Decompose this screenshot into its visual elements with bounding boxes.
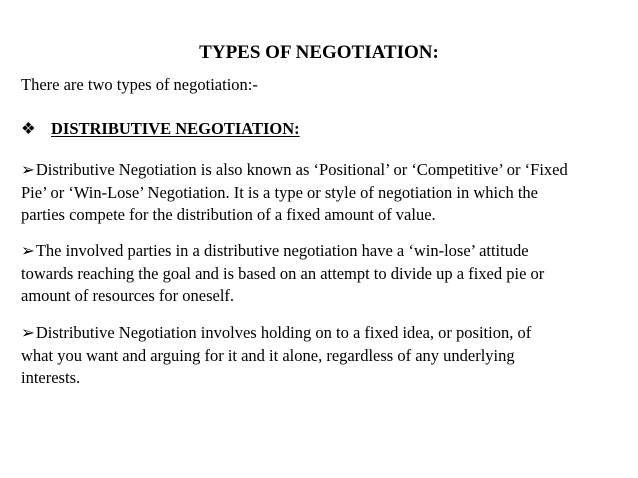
paragraph-line: Pie’ or ‘Win-Lose’ Negotiation. It is a type or style of negotiation in which the: [21, 182, 538, 202]
arrow-bullet-icon: ➢: [21, 323, 35, 342]
paragraph-line: parties compete for the distribution of a fixed amount of value.: [21, 205, 436, 224]
paragraph-2: [21, 240, 621, 308]
diamond-bullet-icon: ❖: [21, 119, 36, 138]
paragraph-line: interests.: [21, 368, 81, 387]
paragraph-line: what you want and arguing for it and it alone, regardless of any underlying: [21, 345, 515, 365]
slide-title: TYPES OF NEGOTIATION:: [199, 42, 439, 63]
paragraph-line: ➢The involved parties in a distributive negotiation have a ‘win-lose’ attitude: [21, 240, 621, 263]
arrow-bullet-icon: ➢: [21, 160, 35, 179]
section-heading: [21, 118, 300, 140]
paragraph-line: towards reaching the goal and is based on an attempt to divide up a fixed pie or: [21, 263, 545, 283]
paragraph-line: ➢Distributive Negotiation is also known as ‘Positional’ or ‘Competitive’ or ‘Fixed: [21, 159, 621, 182]
paragraph-1: [21, 159, 621, 227]
intro-text: There are two types of negotiation:-: [21, 75, 258, 94]
paragraph-3: [21, 322, 621, 390]
section-heading-text: DISTRIBUTIVE NEGOTIATION:: [51, 119, 300, 138]
paragraph-line: amount of resources for oneself.: [21, 286, 235, 305]
arrow-bullet-icon: ➢: [21, 241, 35, 260]
paragraph-line: ➢Distributive Negotiation involves holding on to a fixed idea, or position, of: [21, 322, 621, 345]
